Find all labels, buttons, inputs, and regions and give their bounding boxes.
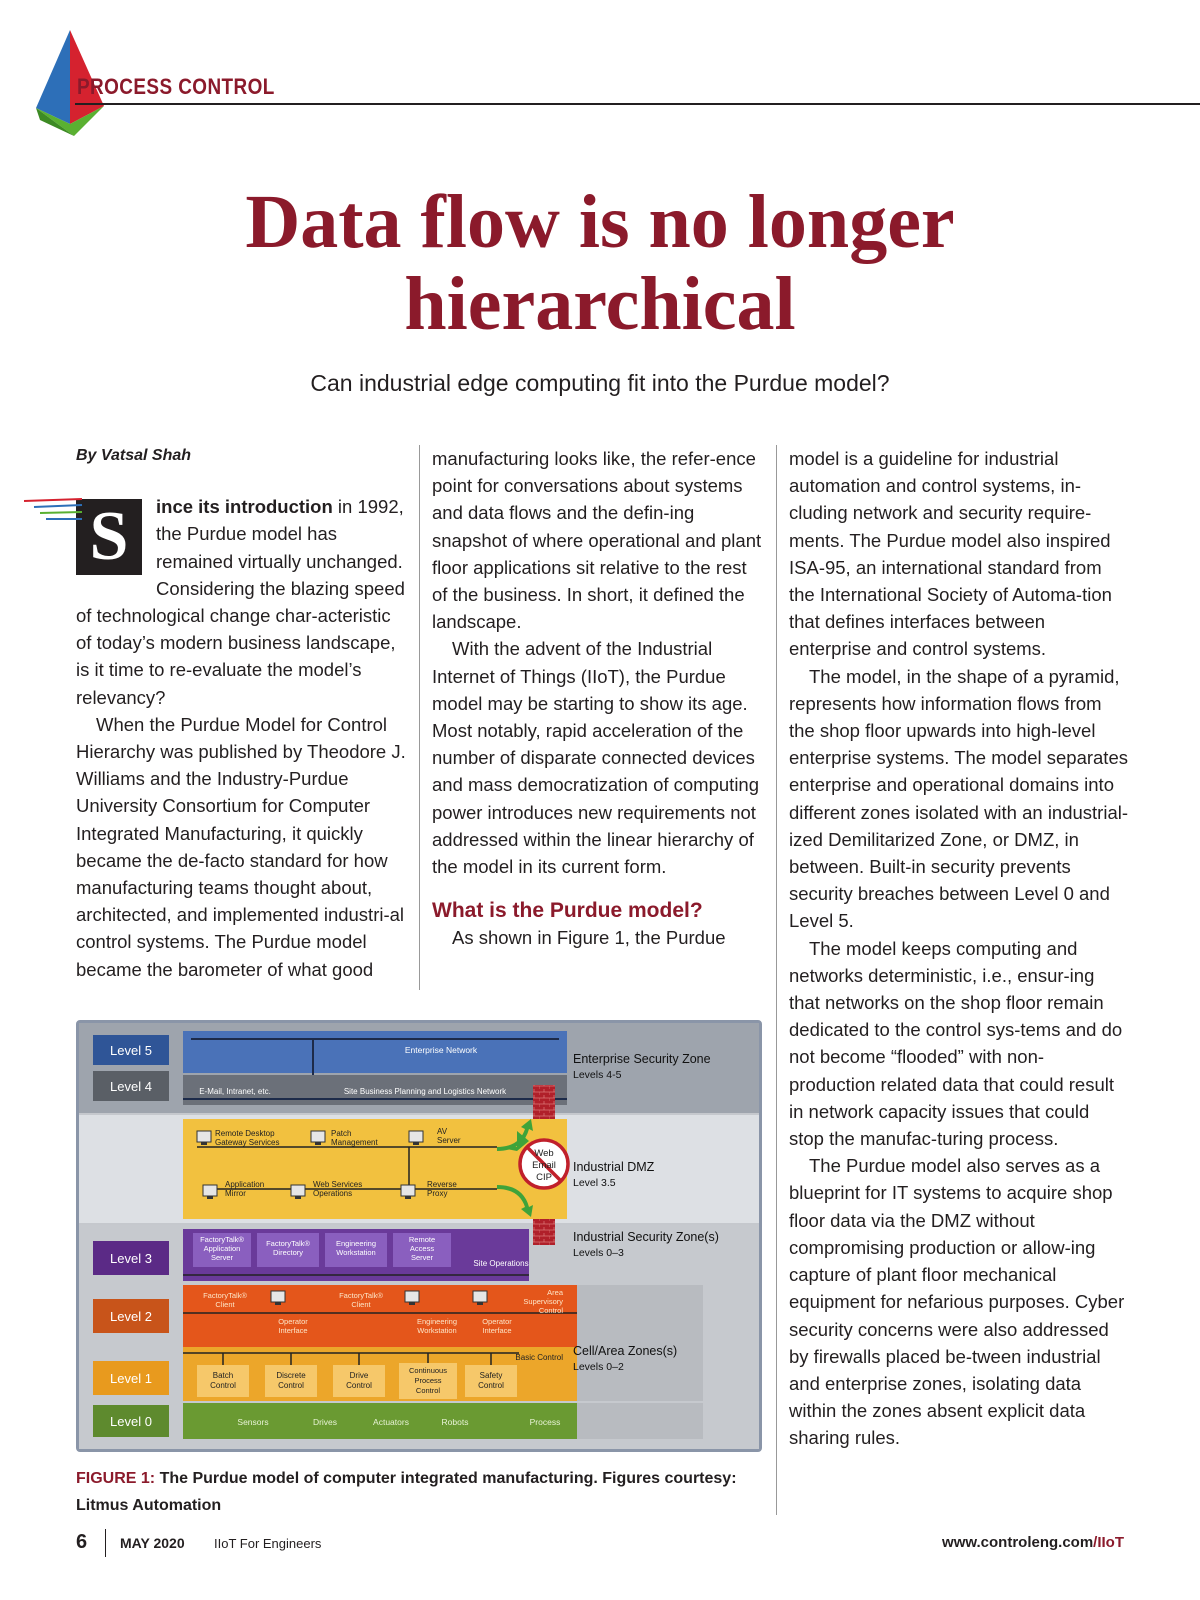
column-divider-1 <box>419 445 420 990</box>
l3-ft-app-2: Application <box>203 1244 241 1253</box>
l1-drive-2: Control <box>346 1381 372 1390</box>
l2-op-b-2: Interface <box>482 1326 512 1335</box>
l2-op-a-1: Operator <box>278 1317 308 1326</box>
dmz-app-mirror-2: Mirror <box>225 1189 246 1198</box>
dmz-remote-desktop-2: Gateway Services <box>215 1138 280 1147</box>
enterprise-network-block <box>183 1031 567 1073</box>
l0-actuators: Actuators <box>373 1417 409 1427</box>
l3-eng-2: Workstation <box>336 1248 376 1257</box>
dmz-web-services-2: Operations <box>313 1189 353 1198</box>
level-5-label: Level 5 <box>110 1043 152 1058</box>
col3-paragraph-2: The model, in the shape of a pyramid, represents how information flows from the shop floor upwards into high-level enterprise systems. The model separates enterprise and operational domains into different zones isolated with an industrial-ized Demilitarized Zone, or DMZ, in between. Built-in security prevents security breaches between Level 0 and Level 5. <box>789 665 1129 932</box>
l3-ft-app-1: FactoryTalk® <box>200 1235 244 1244</box>
figure-caption-label: FIGURE 1: <box>76 1470 156 1487</box>
col1-paragraph-2: When the Purdue Model for Control Hierarchy was published by Theodore J. Williams and the Industry-Purdue University Consortium for Computer Integrated Manufacturing, it quickly became the de-facto standard for how manufacturing teams thought about, architected, and implemented industri-al control systems. The Purdue model became the barometer of what good <box>76 713 406 980</box>
col2-paragraph-1: manufacturing looks like, the refer-ence point for conversations about systems and data flows and the defin-ing snapshot of where operational and plant floor applications sit relative to the rest of the business. In short, it defined the landscape. <box>432 448 762 633</box>
page-footer <box>0 1531 1200 1561</box>
header-rule <box>75 103 1200 105</box>
l1-safety-2: Control <box>478 1381 504 1390</box>
column-2 <box>432 445 762 951</box>
zone-enterprise-levels: Levels 4-5 <box>573 1069 622 1081</box>
page-number: 6 <box>76 1531 88 1553</box>
dropcap: S <box>76 499 142 575</box>
level-2-label: Level 2 <box>110 1309 152 1324</box>
section-label: PROCESS CONTROL <box>77 74 275 99</box>
l0-sensors: Sensors <box>237 1417 269 1427</box>
zone-enterprise-title: Enterprise Security Zone <box>573 1052 711 1066</box>
dmz-remote-desktop-1: Remote Desktop <box>215 1129 275 1138</box>
col3-paragraph-3: The model keeps computing and networks deterministic, i.e., ensur-ing that networks on the shop floor remain dedicated to the control sys-tems and do not become “flooded” with non-production related data that could result in network capacity issues that could stop the manufac-turing process. <box>789 937 1123 1150</box>
web-label: Web <box>534 1148 554 1159</box>
site-operations-label: Site Operations <box>473 1259 529 1268</box>
l1-cont-3: Control <box>415 1386 441 1395</box>
l3-ft-dir-1: FactoryTalk® <box>266 1239 310 1248</box>
l1-drive-1: Drive <box>349 1371 369 1380</box>
l0-drives: Drives <box>312 1417 338 1427</box>
l3-remote-3: Server <box>410 1253 434 1262</box>
article-subtitle: Can industrial edge computing fit into the Purdue model? <box>310 370 890 396</box>
l1-safety-1: Safety <box>479 1371 503 1380</box>
l3-ft-dir-2: Directory <box>272 1248 304 1257</box>
l0-robots: Robots <box>441 1417 469 1427</box>
dmz-av-1: AV <box>437 1127 448 1136</box>
lead-in: ince its introduction <box>156 496 333 518</box>
l2-ft-client-b-2: Client <box>351 1300 371 1309</box>
cell-area-shade-3 <box>577 1403 703 1439</box>
publication-url[interactable] <box>942 1534 1124 1551</box>
article-title-line1: Data flow is no longer <box>245 180 955 264</box>
purdue-model-figure <box>76 1020 762 1452</box>
zone-isz-title: Industrial Security Zone(s) <box>573 1230 719 1244</box>
l2-op-a-2: Interface <box>278 1326 308 1335</box>
column-3 <box>789 445 1129 1452</box>
dmz-patch-2: Management <box>331 1138 378 1147</box>
l3-remote-2: Access <box>409 1244 435 1253</box>
col1-p1-rest: in 1992, the Purdue model has remained virtually unchanged. Considering the blazing speed of technological change char-acteristic of today’s modern business landscape, is it time to re-evaluate the model’s relevancy? <box>76 496 405 708</box>
dmz-reverse-1: Reverse <box>427 1180 457 1189</box>
zone-dmz-title: Industrial DMZ <box>573 1160 655 1174</box>
col2-paragraph-3: As shown in Figure 1, the Purdue <box>452 927 726 949</box>
l2-op-b-1: Operator <box>482 1317 512 1326</box>
dmz-patch-1: Patch <box>331 1129 352 1138</box>
l2-ft-client-a-1: FactoryTalk® <box>203 1291 247 1300</box>
basic-control-label: Basic Control <box>515 1353 563 1362</box>
enterprise-network-label: Enterprise Network <box>404 1045 478 1055</box>
l1-cont-1: Continuous <box>409 1366 447 1375</box>
email-label: Email <box>532 1160 556 1171</box>
col3-paragraph-1: model is a guideline for industrial automation and control systems, in-cluding network and security require-ments. The Purdue model also inspired ISA-95, an international standard from the International Society of Automa-tion that defines interfaces between enterprise and control systems. <box>789 448 1112 660</box>
footer-separator <box>105 1529 106 1557</box>
l1-discrete-1: Discrete <box>276 1371 306 1380</box>
l1-batch-2: Control <box>210 1381 236 1390</box>
level-0-label: Level 0 <box>110 1414 152 1429</box>
l2-area-1: Area <box>547 1288 563 1297</box>
l1-discrete-2: Control <box>278 1381 304 1390</box>
site-business-label: Site Business Planning and Logistics Network <box>343 1087 507 1096</box>
dmz-av-2: Server <box>437 1136 461 1145</box>
level-3-label: Level 3 <box>110 1251 152 1266</box>
l3-eng-1: Engineering <box>335 1239 377 1248</box>
dmz-reverse-2: Proxy <box>427 1189 448 1198</box>
column-divider-2 <box>776 445 777 1515</box>
col3-paragraph-4: The Purdue model also serves as a blueprint for IT systems to acquire shop floor data via the DMZ without compromising production or allow-ing capture of plant floor mechanical equipment for nefarious purposes. Cyber security concerns were also addressed by firewalls placed be-tween industrial and enterprise zones, isolating data within the zones absent explicit data sharing rules. <box>789 1155 1125 1449</box>
url-suffix: /IIoT <box>1093 1534 1124 1551</box>
l2-eng-2: Workstation <box>417 1326 457 1335</box>
url-main: www.controleng.com <box>942 1534 1094 1551</box>
level-1-label: Level 1 <box>110 1371 152 1386</box>
article-title-line2: hierarchical <box>404 262 796 346</box>
zone-cell-title: Cell/Area Zones(s) <box>573 1344 678 1358</box>
col2-paragraph-2: With the advent of the Industrial Internet of Things (IIoT), the Purdue model may be starting to show its age. Most notably, rapid acceleration of the number of disparate connected devices and mass democratization of computing power introduces new requirements not addressed within the linear hierarchy of the model in its current form. <box>432 638 760 878</box>
level-4-label: Level 4 <box>110 1079 152 1094</box>
l0-process: Process <box>529 1417 561 1427</box>
byline: By Vatsal Shah <box>76 447 192 464</box>
dropcap-accent-lines-icon <box>24 495 84 535</box>
issue-date: MAY 2020 <box>120 1535 185 1551</box>
l2-eng-1: Engineering <box>416 1317 458 1326</box>
l2-area-2: Supervisory <box>523 1297 563 1306</box>
email-intranet-label: E-Mail, Intranet, etc. <box>199 1087 271 1096</box>
zone-dmz-levels: Level 3.5 <box>573 1177 616 1189</box>
lead-paragraph-wrap <box>76 493 406 711</box>
section-subhead: What is the Purdue model? <box>432 899 703 923</box>
l3-remote-1: Remote <box>408 1235 436 1244</box>
dmz-app-mirror-1: Application <box>225 1180 265 1189</box>
l1-batch-1: Batch <box>212 1371 234 1380</box>
zone-cell-levels: Levels 0–2 <box>573 1361 624 1373</box>
zone-isz-levels: Levels 0–3 <box>573 1247 624 1259</box>
cell-area-shade <box>577 1285 703 1347</box>
column-1 <box>76 442 406 983</box>
l2-ft-client-b-1: FactoryTalk® <box>339 1291 383 1300</box>
l2-area-3: Control <box>538 1306 563 1315</box>
cip-label: CIP <box>536 1172 552 1183</box>
publication-name: IIoT For Engineers <box>214 1536 322 1551</box>
l1-cont-2: Process <box>414 1376 442 1385</box>
purdue-model-diagram <box>79 1023 759 1449</box>
dmz-web-services-1: Web Services <box>313 1180 363 1189</box>
figure-caption <box>76 1465 766 1519</box>
figure-caption-text: The Purdue model of computer integrated manufacturing. Figures courtesy: Litmus Automation <box>76 1470 737 1514</box>
l2-ft-client-a-2: Client <box>215 1300 235 1309</box>
l3-ft-app-3: Server <box>210 1253 234 1262</box>
